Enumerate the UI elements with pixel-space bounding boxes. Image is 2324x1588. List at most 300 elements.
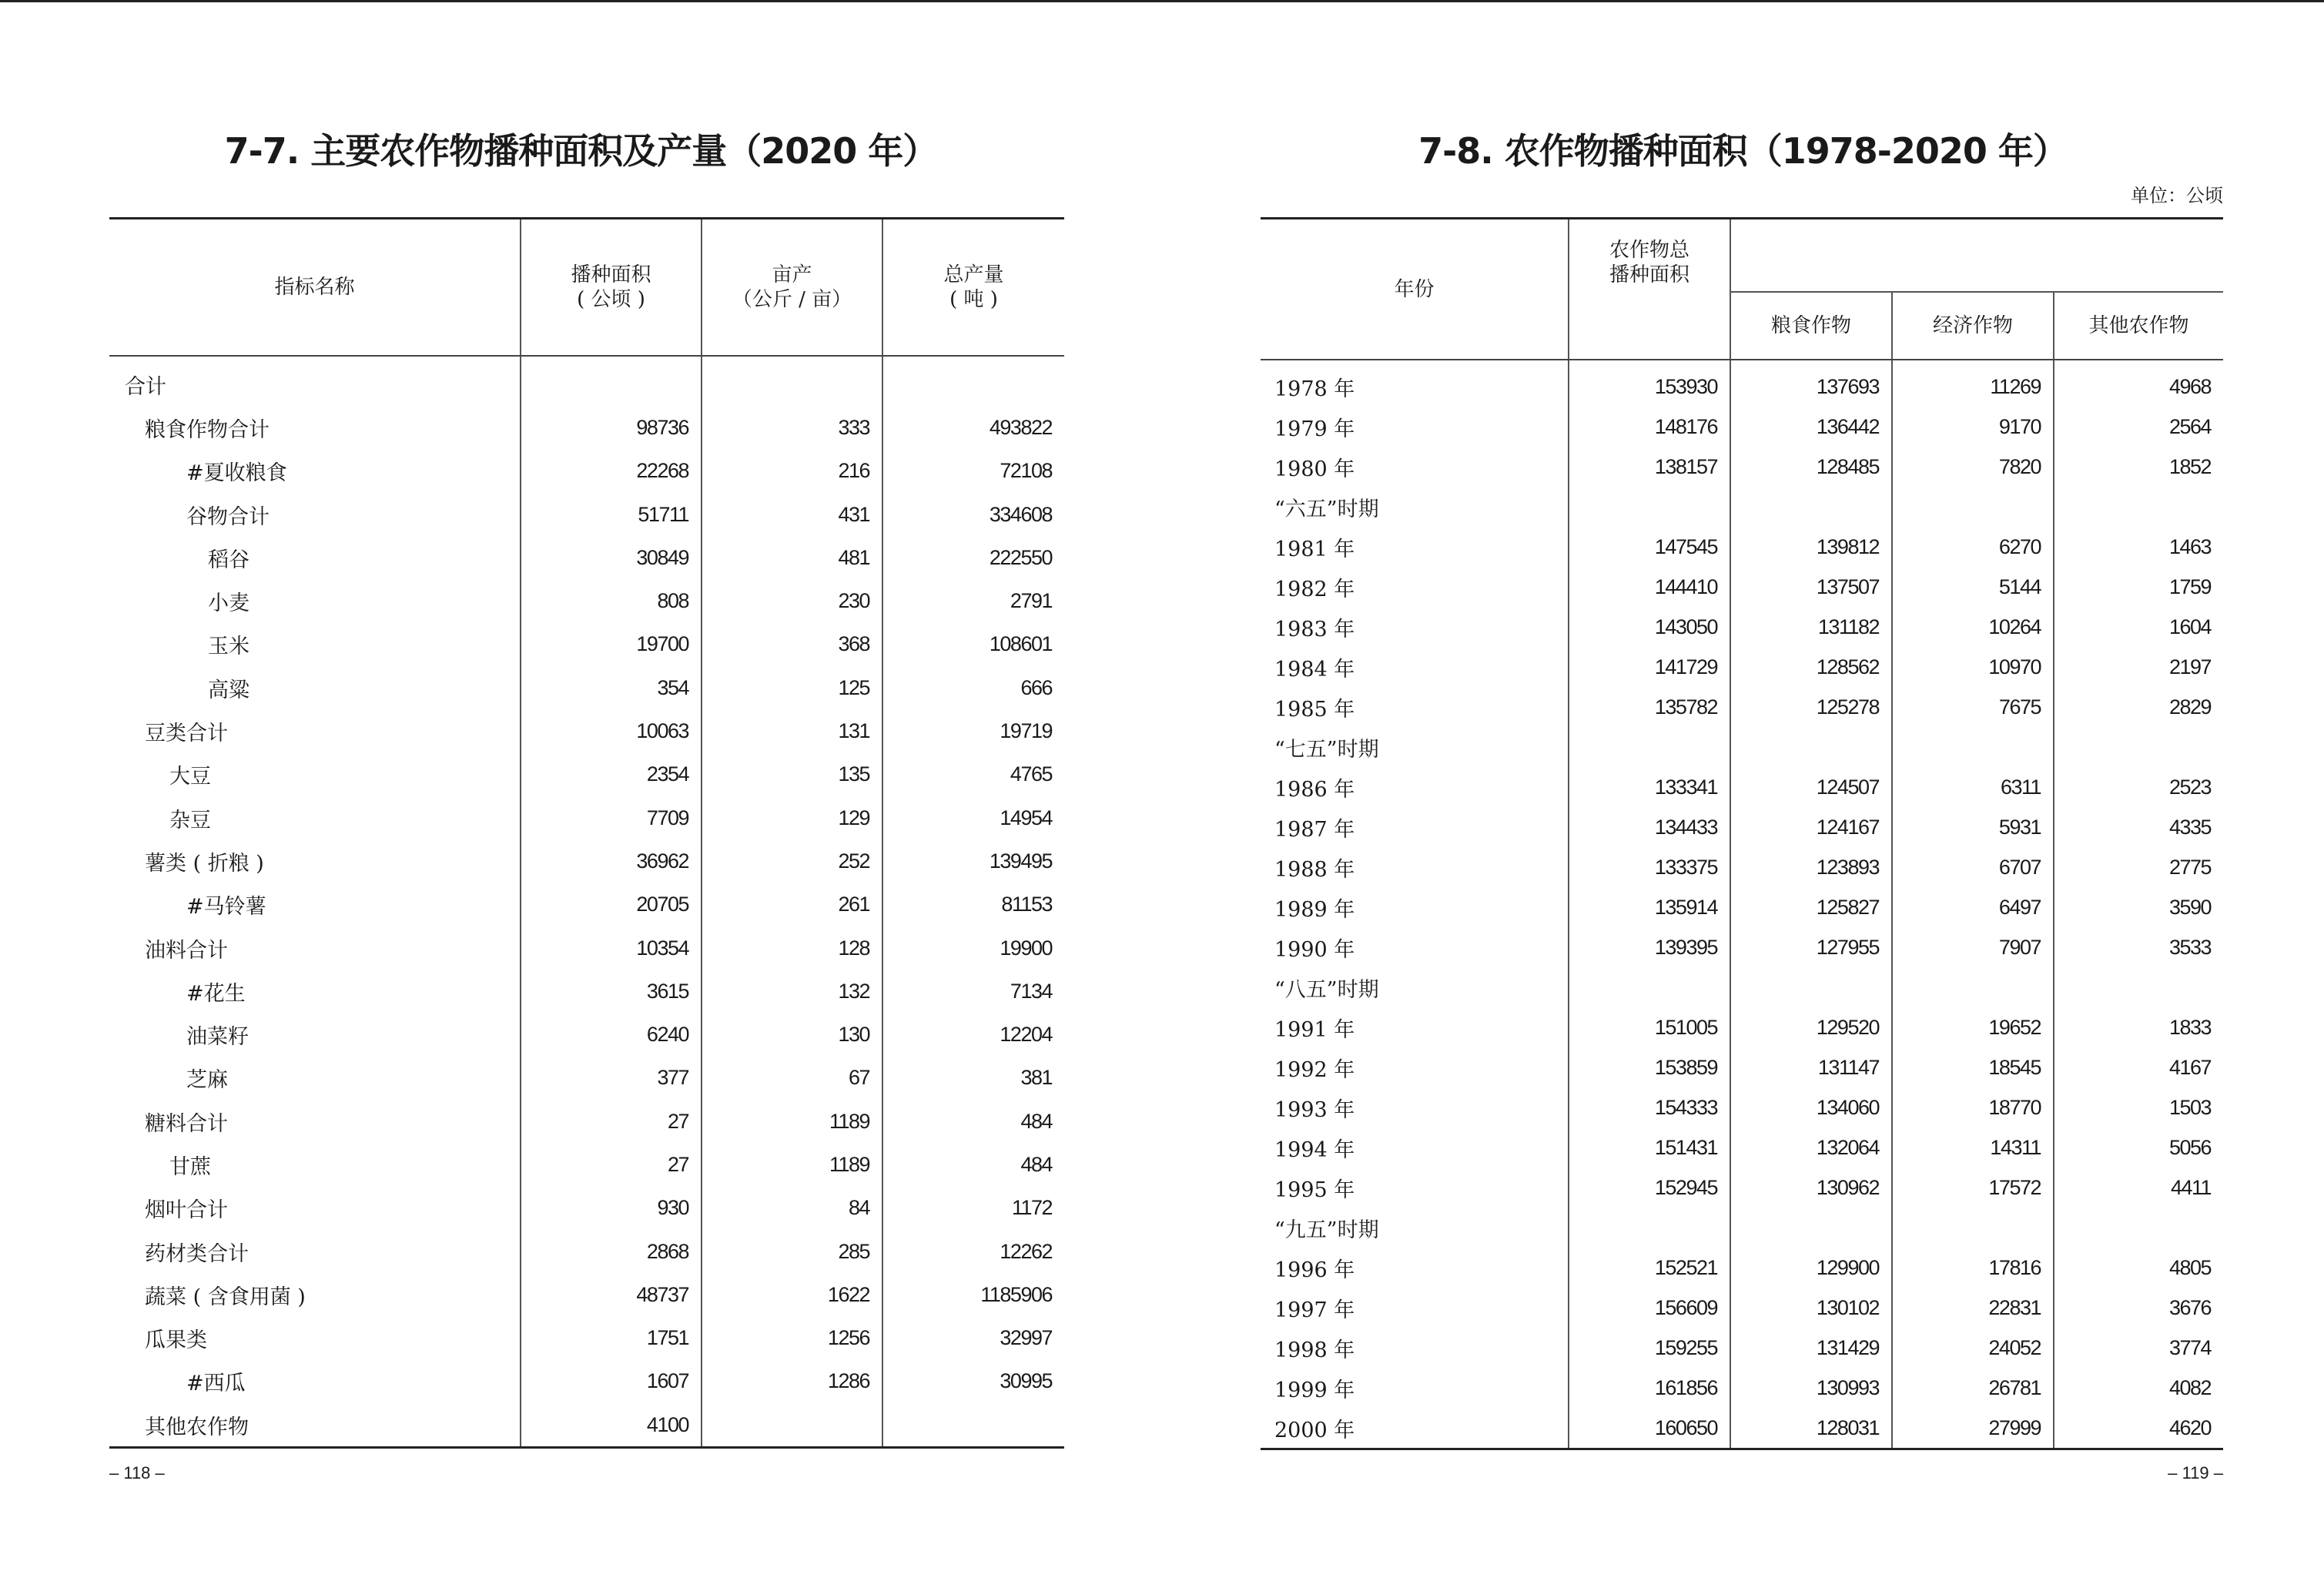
economic-crops-cell: 5144: [1892, 567, 2054, 607]
year-cell: 2000 年: [1274, 1418, 1355, 1442]
economic-crops-cell: 22831: [1892, 1288, 2054, 1328]
indicator-name-cell: 烟叶合计: [145, 1198, 228, 1223]
page-number-left: – 118 –: [109, 1463, 165, 1482]
total-sown-area-cell: 152945: [1569, 1168, 1730, 1208]
year-cell: “七五”时期: [1274, 737, 1379, 762]
indicator-name-cell: 稻谷: [208, 548, 249, 572]
grain-crops-cell: 128562: [1730, 647, 1892, 687]
total-output-cell: 30995: [882, 1360, 1064, 1403]
yield-cell: [702, 356, 882, 406]
indicator-name-cell: 糖料合计: [145, 1111, 228, 1136]
table-row: [1261, 527, 2223, 567]
sown-area-cell: 4100: [521, 1403, 702, 1448]
economic-crops-cell: 5931: [1892, 807, 2054, 847]
grain-crops-cell: 137507: [1730, 567, 1892, 607]
page-title-left: 7-7. 主要农作物播种面积及产量（2020 年）: [224, 130, 938, 172]
grain-crops-cell: 127955: [1730, 927, 1892, 967]
economic-crops-cell: 6311: [1892, 767, 2054, 807]
grain-crops-cell: 131182: [1730, 607, 1892, 647]
header-economic-crops: 经济作物: [1892, 292, 2054, 360]
grain-crops-cell: 129520: [1730, 1007, 1892, 1047]
indicator-name-cell: 豆类合计: [145, 722, 228, 746]
economic-crops-cell: 10970: [1892, 647, 2054, 687]
total-sown-area-cell: [1569, 727, 1730, 767]
sown-area-cell: 22268: [521, 450, 702, 493]
indicator-name-cell: 玉米: [208, 635, 249, 659]
sown-area-cell: 7709: [521, 796, 702, 839]
economic-crops-cell: 18545: [1892, 1047, 2054, 1087]
table-row: [109, 1013, 1064, 1056]
table-row: [109, 1230, 1064, 1273]
grain-crops-cell: 139812: [1730, 527, 1892, 567]
indicator-name-cell: 合计: [125, 374, 166, 399]
total-output-cell: 12204: [882, 1013, 1064, 1056]
total-sown-area-cell: 141729: [1569, 647, 1730, 687]
total-output-cell: [882, 356, 1064, 406]
economic-crops-cell: [1892, 487, 2054, 527]
header-sown-area: 播种面积 ( 公顷 ): [521, 219, 702, 357]
indicator-name-cell: 粮食作物合计: [145, 417, 270, 442]
total-sown-area-cell: 135782: [1569, 687, 1730, 727]
table-row: [1261, 927, 2223, 967]
grain-crops-cell: 125827: [1730, 887, 1892, 927]
sown-area-cell: 354: [521, 666, 702, 709]
table-row: [109, 666, 1064, 709]
total-sown-area-cell: 144410: [1569, 567, 1730, 607]
sown-area-cell: 3615: [521, 970, 702, 1013]
table-row: [109, 753, 1064, 796]
header-other-crops: 其他农作物: [2054, 292, 2223, 360]
indicator-name-cell: 油料合计: [145, 938, 228, 963]
total-output-cell: 381: [882, 1057, 1064, 1100]
total-output-cell: 19900: [882, 926, 1064, 970]
total-sown-area-cell: 160650: [1569, 1408, 1730, 1449]
table-row: [109, 536, 1064, 579]
other-crops-cell: 3533: [2054, 927, 2223, 967]
sown-area-cell: 1607: [521, 1360, 702, 1403]
total-sown-area-cell: 147545: [1569, 527, 1730, 567]
total-sown-area-cell: 153859: [1569, 1047, 1730, 1087]
grain-crops-cell: 130962: [1730, 1168, 1892, 1208]
table-row: [1261, 727, 2223, 767]
header-breakdown-divider: [1730, 219, 2223, 293]
yield-cell: 1189: [702, 1143, 882, 1186]
header-total-continuation: [1569, 292, 1730, 360]
year-cell: 1999 年: [1274, 1378, 1355, 1402]
unit-label: 单位：公顷: [2131, 185, 2223, 206]
table-row: [1261, 1047, 2223, 1087]
year-cell: 1989 年: [1274, 897, 1355, 922]
total-output-cell: 139495: [882, 839, 1064, 883]
table-row: [109, 1403, 1064, 1448]
total-sown-area-cell: 135914: [1569, 887, 1730, 927]
total-output-cell: 12262: [882, 1230, 1064, 1273]
sown-area-rows: [1261, 360, 2223, 1449]
economic-crops-cell: 9170: [1892, 407, 2054, 447]
indicator-name-cell: 薯类 ( 折粮 ): [145, 851, 264, 876]
yield-cell: [702, 1403, 882, 1448]
total-sown-area-cell: 159255: [1569, 1328, 1730, 1368]
economic-crops-cell: 6497: [1892, 887, 2054, 927]
year-cell: 1988 年: [1274, 857, 1355, 882]
grain-crops-cell: 124507: [1730, 767, 1892, 807]
yield-cell: 230: [702, 579, 882, 622]
total-sown-area-cell: 143050: [1569, 607, 1730, 647]
table-row: [1261, 1208, 2223, 1248]
other-crops-cell: 1463: [2054, 527, 2223, 567]
header-indicator-name: 指标名称: [109, 219, 521, 357]
sown-area-cell: 2354: [521, 753, 702, 796]
year-cell: 1995 年: [1274, 1178, 1355, 1202]
table-row: [1261, 1288, 2223, 1328]
table-row: [1261, 487, 2223, 527]
table-row: [109, 1100, 1064, 1143]
year-cell: 1996 年: [1274, 1258, 1355, 1282]
economic-crops-cell: [1892, 1208, 2054, 1248]
other-crops-cell: 3590: [2054, 887, 2223, 927]
year-cell: 1997 年: [1274, 1298, 1355, 1322]
total-sown-area-cell: 139395: [1569, 927, 1730, 967]
total-output-cell: [882, 1403, 1064, 1448]
yield-cell: 1622: [702, 1273, 882, 1316]
grain-crops-cell: 132064: [1730, 1127, 1892, 1168]
table-row: [1261, 887, 2223, 927]
economic-crops-cell: 11269: [1892, 360, 2054, 407]
other-crops-cell: 1833: [2054, 1007, 2223, 1047]
table-row: [109, 709, 1064, 752]
table-row: [1261, 567, 2223, 607]
table-row: [109, 1273, 1064, 1316]
other-crops-cell: 1759: [2054, 567, 2223, 607]
other-crops-cell: 4805: [2054, 1248, 2223, 1288]
header-yield-per-mu: 亩产 （公斤 / 亩）: [702, 219, 882, 357]
economic-crops-cell: 18770: [1892, 1087, 2054, 1127]
year-cell: 1990 年: [1274, 937, 1355, 962]
sown-area-cell: 20705: [521, 883, 702, 926]
sown-area-cell: 36962: [521, 839, 702, 883]
total-sown-area-cell: 153930: [1569, 360, 1730, 407]
table-row: [1261, 1368, 2223, 1408]
sown-area-cell: 808: [521, 579, 702, 622]
right-page: [1162, 0, 2324, 1588]
crop-production-table: [109, 217, 1064, 1449]
indicator-name-cell: 高粱: [208, 678, 249, 702]
other-crops-cell: 4082: [2054, 1368, 2223, 1408]
total-output-cell: 32997: [882, 1317, 1064, 1360]
table-row: [109, 1360, 1064, 1403]
table-row: [109, 970, 1064, 1013]
total-output-cell: 108601: [882, 623, 1064, 666]
year-cell: 1983 年: [1274, 617, 1355, 642]
indicator-name-cell: 大豆: [169, 765, 211, 789]
year-cell: 1978 年: [1274, 377, 1355, 401]
yield-cell: 67: [702, 1057, 882, 1100]
sown-area-cell: 377: [521, 1057, 702, 1100]
table-row: [1261, 767, 2223, 807]
sown-area-cell: 19700: [521, 623, 702, 666]
total-sown-area-cell: 138157: [1569, 447, 1730, 487]
page-title-right: 7-8. 农作物播种面积（1978-2020 年）: [1418, 130, 2068, 172]
yield-cell: 135: [702, 753, 882, 796]
grain-crops-cell: 124167: [1730, 807, 1892, 847]
year-cell: 1993 年: [1274, 1097, 1355, 1122]
yield-cell: 132: [702, 970, 882, 1013]
total-sown-area-cell: 152521: [1569, 1248, 1730, 1288]
total-sown-area-cell: 151431: [1569, 1127, 1730, 1168]
economic-crops-cell: 26781: [1892, 1368, 2054, 1408]
total-output-cell: 493822: [882, 406, 1064, 449]
table-row: [109, 356, 1064, 406]
total-output-cell: 14954: [882, 796, 1064, 839]
header-grain-crops: 粮食作物: [1730, 292, 1892, 360]
grain-crops-cell: 128485: [1730, 447, 1892, 487]
total-output-cell: 484: [882, 1143, 1064, 1186]
table-row: [109, 579, 1064, 622]
year-cell: 1986 年: [1274, 777, 1355, 802]
total-output-cell: 1185906: [882, 1273, 1064, 1316]
header-year: 年份: [1261, 219, 1569, 360]
sown-area-cell: 48737: [521, 1273, 702, 1316]
table-row: [109, 839, 1064, 883]
other-crops-cell: 1852: [2054, 447, 2223, 487]
year-cell: “九五”时期: [1274, 1218, 1379, 1242]
yield-cell: 1256: [702, 1317, 882, 1360]
total-output-cell: 72108: [882, 450, 1064, 493]
grain-crops-cell: 134060: [1730, 1087, 1892, 1127]
economic-crops-cell: 27999: [1892, 1408, 2054, 1449]
table-row: [1261, 1328, 2223, 1368]
grain-crops-cell: 128031: [1730, 1408, 1892, 1449]
other-crops-cell: 2564: [2054, 407, 2223, 447]
other-crops-cell: 4411: [2054, 1168, 2223, 1208]
year-cell: 1981 年: [1274, 537, 1355, 561]
other-crops-cell: 1503: [2054, 1087, 2223, 1127]
economic-crops-cell: 17816: [1892, 1248, 2054, 1288]
table-row: [109, 493, 1064, 536]
other-crops-cell: 3676: [2054, 1288, 2223, 1328]
other-crops-cell: 5056: [2054, 1127, 2223, 1168]
header-total-sown-area: 农作物总 播种面积: [1569, 219, 1730, 293]
indicator-name-cell: 蔬菜 ( 含食用菌 ): [145, 1285, 306, 1309]
table-row: [109, 1057, 1064, 1100]
yield-cell: 333: [702, 406, 882, 449]
year-cell: 1984 年: [1274, 657, 1355, 682]
table-row: [1261, 847, 2223, 887]
page-number-right: – 119 –: [2168, 1463, 2223, 1482]
indicator-name-cell: #夏收粮食: [186, 461, 287, 486]
yield-cell: 125: [702, 666, 882, 709]
total-sown-area-cell: 133341: [1569, 767, 1730, 807]
grain-crops-cell: 125278: [1730, 687, 1892, 727]
sown-area-cell: 10063: [521, 709, 702, 752]
yield-cell: 431: [702, 493, 882, 536]
sown-area-cell: 27: [521, 1100, 702, 1143]
economic-crops-cell: 24052: [1892, 1328, 2054, 1368]
table-row: [1261, 687, 2223, 727]
other-crops-cell: 1604: [2054, 607, 2223, 647]
sown-area-cell: [521, 356, 702, 406]
table-row: [1261, 967, 2223, 1007]
economic-crops-cell: [1892, 967, 2054, 1007]
indicator-name-cell: 瓜果类: [145, 1328, 207, 1353]
table-row: [109, 450, 1064, 493]
grain-crops-cell: [1730, 487, 1892, 527]
other-crops-cell: 3774: [2054, 1328, 2223, 1368]
sown-area-cell: 1751: [521, 1317, 702, 1360]
sown-area-cell: 30849: [521, 536, 702, 579]
year-cell: 1998 年: [1274, 1338, 1355, 1362]
total-sown-area-cell: 156609: [1569, 1288, 1730, 1328]
total-output-cell: 334608: [882, 493, 1064, 536]
yield-cell: 285: [702, 1230, 882, 1273]
year-cell: 1980 年: [1274, 457, 1355, 481]
sown-area-history-table: [1261, 217, 2223, 1450]
total-output-cell: 7134: [882, 970, 1064, 1013]
indicator-name-cell: 小麦: [208, 591, 249, 616]
table-row: [1261, 1248, 2223, 1288]
total-output-cell: 484: [882, 1100, 1064, 1143]
indicator-name-cell: #花生: [186, 981, 246, 1006]
total-sown-area-cell: [1569, 967, 1730, 1007]
table-row: [1261, 1007, 2223, 1047]
table-row: [109, 926, 1064, 970]
table-row: [109, 406, 1064, 449]
total-sown-area-cell: [1569, 487, 1730, 527]
sown-area-cell: 51711: [521, 493, 702, 536]
table-row: [109, 796, 1064, 839]
grain-crops-cell: [1730, 1208, 1892, 1248]
year-cell: 1982 年: [1274, 577, 1355, 601]
table-row: [1261, 1087, 2223, 1127]
economic-crops-cell: 6270: [1892, 527, 2054, 567]
year-cell: 1987 年: [1274, 817, 1355, 842]
table-row: [109, 1317, 1064, 1360]
yield-cell: 481: [702, 536, 882, 579]
yield-cell: 1189: [702, 1100, 882, 1143]
economic-crops-cell: 6707: [1892, 847, 2054, 887]
year-cell: “六五”时期: [1274, 497, 1379, 521]
table-row: [109, 623, 1064, 666]
total-sown-area-cell: 154333: [1569, 1087, 1730, 1127]
indicator-name-cell: #马铃薯: [186, 895, 266, 920]
total-output-cell: 81153: [882, 883, 1064, 926]
total-output-cell: 666: [882, 666, 1064, 709]
other-crops-cell: 2197: [2054, 647, 2223, 687]
yield-cell: 128: [702, 926, 882, 970]
yield-cell: 216: [702, 450, 882, 493]
economic-crops-cell: 17572: [1892, 1168, 2054, 1208]
grain-crops-cell: 130102: [1730, 1288, 1892, 1328]
yield-cell: 1286: [702, 1360, 882, 1403]
indicator-name-cell: 油菜籽: [186, 1025, 249, 1050]
table-row: [109, 1143, 1064, 1186]
yield-cell: 368: [702, 623, 882, 666]
other-crops-cell: 2775: [2054, 847, 2223, 887]
indicator-name-cell: 甘蔗: [169, 1154, 211, 1179]
grain-crops-cell: 131429: [1730, 1328, 1892, 1368]
indicator-name-cell: 药材类合计: [145, 1241, 249, 1266]
year-cell: 1979 年: [1274, 417, 1355, 441]
yield-cell: 252: [702, 839, 882, 883]
year-cell: 1992 年: [1274, 1057, 1355, 1082]
economic-crops-cell: [1892, 727, 2054, 767]
yield-cell: 129: [702, 796, 882, 839]
sown-area-cell: 6240: [521, 1013, 702, 1056]
sown-area-cell: 2868: [521, 1230, 702, 1273]
other-crops-cell: 4620: [2054, 1408, 2223, 1449]
indicator-name-cell: 芝麻: [186, 1068, 228, 1093]
table-row: [1261, 407, 2223, 447]
year-cell: “八五”时期: [1274, 977, 1379, 1002]
economic-crops-cell: 7675: [1892, 687, 2054, 727]
other-crops-cell: [2054, 727, 2223, 767]
total-sown-area-cell: 134433: [1569, 807, 1730, 847]
other-crops-cell: 4167: [2054, 1047, 2223, 1087]
indicator-name-cell: 谷物合计: [186, 504, 270, 529]
year-cell: 1994 年: [1274, 1137, 1355, 1162]
yield-cell: 84: [702, 1187, 882, 1230]
indicator-name-cell: #西瓜: [186, 1372, 246, 1396]
grain-crops-cell: [1730, 727, 1892, 767]
table-row: [1261, 447, 2223, 487]
table-row: [1261, 1168, 2223, 1208]
sown-area-cell: 98736: [521, 406, 702, 449]
total-output-cell: 4765: [882, 753, 1064, 796]
economic-crops-cell: 7820: [1892, 447, 2054, 487]
total-output-cell: 2791: [882, 579, 1064, 622]
total-sown-area-cell: 151005: [1569, 1007, 1730, 1047]
total-output-cell: 19719: [882, 709, 1064, 752]
year-cell: 1985 年: [1274, 697, 1355, 722]
total-sown-area-cell: 161856: [1569, 1368, 1730, 1408]
sown-area-cell: 27: [521, 1143, 702, 1186]
total-sown-area-cell: 133375: [1569, 847, 1730, 887]
yield-cell: 131: [702, 709, 882, 752]
grain-crops-cell: 123893: [1730, 847, 1892, 887]
table-row: [109, 883, 1064, 926]
grain-crops-cell: 129900: [1730, 1248, 1892, 1288]
other-crops-cell: 4968: [2054, 360, 2223, 407]
crop-production-rows: [109, 356, 1064, 1448]
sown-area-cell: 10354: [521, 926, 702, 970]
table-row: [1261, 1127, 2223, 1168]
table-row: [1261, 1408, 2223, 1449]
table-row: [109, 1187, 1064, 1230]
total-output-cell: 222550: [882, 536, 1064, 579]
economic-crops-cell: 7907: [1892, 927, 2054, 967]
table-row: [1261, 607, 2223, 647]
grain-crops-cell: 137693: [1730, 360, 1892, 407]
indicator-name-cell: 其他农作物: [145, 1415, 249, 1439]
yield-cell: 130: [702, 1013, 882, 1056]
year-cell: 1991 年: [1274, 1017, 1355, 1042]
other-crops-cell: [2054, 1208, 2223, 1248]
total-sown-area-cell: 148176: [1569, 407, 1730, 447]
grain-crops-cell: 136442: [1730, 407, 1892, 447]
other-crops-cell: [2054, 487, 2223, 527]
total-output-cell: 1172: [882, 1187, 1064, 1230]
economic-crops-cell: 14311: [1892, 1127, 2054, 1168]
economic-crops-cell: 19652: [1892, 1007, 2054, 1047]
other-crops-cell: 2829: [2054, 687, 2223, 727]
other-crops-cell: 4335: [2054, 807, 2223, 847]
table-row: [1261, 807, 2223, 847]
sown-area-cell: 930: [521, 1187, 702, 1230]
grain-crops-cell: [1730, 967, 1892, 1007]
table-row: [1261, 360, 2223, 407]
header-total-output: 总产量 ( 吨 ): [882, 219, 1064, 357]
grain-crops-cell: 130993: [1730, 1368, 1892, 1408]
